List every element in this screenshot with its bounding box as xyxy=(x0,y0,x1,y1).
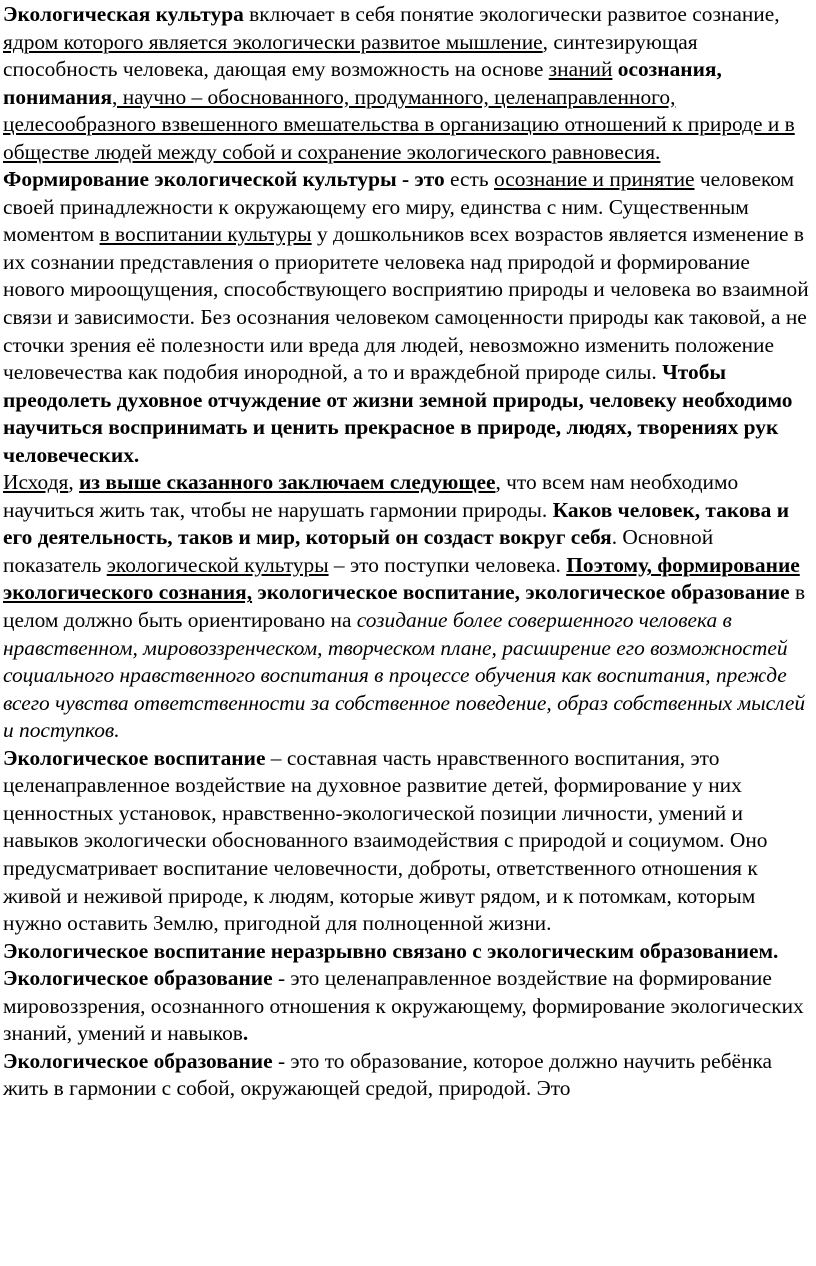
text-run: есть xyxy=(444,167,494,192)
paragraph-upbringing-education-link xyxy=(3,938,810,966)
text-run: в воспитании культуры xyxy=(99,222,312,247)
text-run: осознания, понимания xyxy=(3,57,722,109)
paragraph-ecological-upbringing xyxy=(3,745,810,938)
text-run: из выше сказанного заключаем следующее xyxy=(79,470,496,495)
paragraph-ecological-education-definition xyxy=(3,965,810,1048)
text-run: - это то образование, которое должно научить ребёнка жить в гармонии с собой, окружающей средой, природой. Это xyxy=(3,1048,773,1101)
text-run: Формирование экологической культуры - это xyxy=(3,167,445,192)
paragraph-forming-ecological-culture xyxy=(3,166,810,469)
text-run: у дошкольников всех возрастов является изменение в их сознании представления о приоритете человека над природой и формирование нового мироощущения, способствующего восприятию природы и человека во взаимной связи и зависимости. Без осознания человеком самоценности природы как таковой, а не сточки зрения её полезности или вреда для людей, невозможно изменить положение человечества как подобия инородной, а то и враждебной природе силы. xyxy=(3,222,809,385)
text-run: Экологическое образование xyxy=(3,966,273,991)
text-run: – это поступки человека. xyxy=(328,552,567,577)
text-run: , xyxy=(68,470,80,495)
text-run: - это целенаправленное воздействие на формирование мировоззрения, осознанного отношения к окружающему, формирование экологических знаний, умений и навыков xyxy=(3,966,804,1046)
text-run: в целом должно быть ориентировано на xyxy=(3,580,806,633)
text-run: . xyxy=(242,1021,249,1046)
paragraph-ecological-culture xyxy=(3,1,810,166)
text-run: осознание и принятие xyxy=(494,167,695,192)
text-run: ядром которого является экологически развитое мышление xyxy=(3,29,543,54)
text-run: – составная часть нравственного воспитания, это целенаправленное воздействие на духовное развитие детей, формирование у них ценностных установок, нравственно-экологической позиции личности, умений и навыков экологически обоснованного взаимодействия с природой и социумом. Оно предусматривает воспитание человечности, доброты, ответственного отношения к живой и неживой природе, к людям, которые живут рядом, и к потомкам, которым нужно оставить Землю, пригодной для полноценной жизни. xyxy=(3,745,768,936)
paragraph-conclusion xyxy=(3,469,810,744)
text-run: . Основной показатель xyxy=(3,525,714,577)
text-run: Экологическое образование xyxy=(3,1048,273,1073)
text-run: экологическое воспитание, экологическое образование xyxy=(257,580,790,605)
text-run: , что всем нам необходимо научиться жить так, чтобы не нарушать гармонии природы. xyxy=(3,470,739,522)
text-run: Экологическая культура xyxy=(3,2,244,26)
text-run: , синтезирующая способность человека, дающая ему возможность на основе xyxy=(3,29,698,82)
text-run: человеком своей принадлежности к окружающему его миру, единства с ним. Существенным моментом xyxy=(3,167,795,247)
text-run: , научно – обоснованного, продуманного, целенаправленного, целесообразного взвешенного вмешательства в организацию отношений к природе и в обществе людей между собой и сохранение экологического равновесия. xyxy=(3,84,795,164)
text-run: Экологическое воспитание неразрывно связано с экологическим образованием. xyxy=(3,938,779,963)
text-run: Поэтому, формирование экологического сознания, xyxy=(3,552,800,605)
text-run: Чтобы преодолеть духовное отчуждение от жизни земной природы, человеку необходимо научиться воспринимать и ценить прекрасное в природе, людях, творениях рук человеческих. xyxy=(3,360,793,467)
text-run: Каков человек, такова и его деятельность, таков и мир, который он создаст вокруг себя xyxy=(3,497,790,550)
paragraph-ecological-education-harmony xyxy=(3,1048,810,1103)
text-run: созидание более совершенного человека в нравственном, мировоззренческом, творческом плане, расширение его возможностей социального нравственного воспитания в процессе обучения как воспитания, прежде всего чувства ответственности за собственное поведение, образ собственных мыслей и поступков. xyxy=(3,608,806,743)
text-run: экологической культуры xyxy=(106,552,329,577)
text-run: Исходя xyxy=(3,470,69,495)
text-run: Экологическое воспитание xyxy=(3,745,266,770)
text-run: включает в себя понятие экологически развитое сознание, xyxy=(243,2,780,26)
text-run: знаний xyxy=(548,57,613,82)
